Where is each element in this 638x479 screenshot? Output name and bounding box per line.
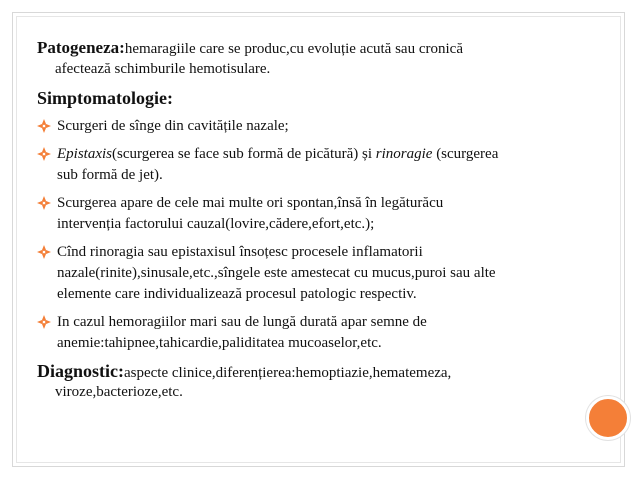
- bullet-2-line-2: sub formă de jet).: [57, 167, 163, 183]
- patogeneza-line-1: [37, 38, 463, 59]
- diamond-flower-icon: [37, 245, 51, 259]
- bullet-5-line-1: In cazul hemoragiilor mari sau de lungă durată apar semne de: [57, 314, 427, 330]
- bullet-5-line-2: anemie:tahipnee,tahicardie,paliditatea mucoaselor,etc.: [57, 335, 382, 351]
- bullet-2-line-1-middle: (scurgerea se face sub formă de picătură) și: [112, 146, 376, 162]
- bullet-2-line-1-end: (scurgerea: [432, 146, 499, 162]
- patogeneza-line-2: afectează schimburile hemotisulare.: [55, 61, 271, 77]
- bullet-3-line-2: intervenția factorului cauzal(lovire,cădere,efort,etc.);: [57, 216, 375, 232]
- diamond-flower-icon: [37, 196, 51, 210]
- bullet-4-line-3: elemente care individualizează procesul patologic respectiv.: [57, 286, 417, 302]
- bullet-4-line-2: nazale(rinite),sinusale,etc.,sîngele este amestecat cu mucus,puroi sau alte: [57, 265, 496, 281]
- diamond-flower-icon: [37, 119, 51, 133]
- bullet-1-line-1: Scurgeri de sînge din cavitățile nazale;: [57, 118, 289, 134]
- rinoragie-term: rinoragie: [375, 146, 433, 162]
- diagnostic-line-2: viroze,bacterioze,etc.: [55, 384, 183, 400]
- patogeneza-text: hemaragiile care se produc,cu evoluție acută sau cronică: [124, 41, 463, 57]
- bullet-3-line-1: Scurgerea apare de cele mai multe ori spontan,însă în legăturăcu: [57, 195, 444, 211]
- epistaxis-term: Epistaxis: [57, 146, 112, 162]
- diamond-flower-icon: [37, 315, 51, 329]
- diagnostic-text: aspecte clinice,diferențierea:hemoptiazie,hematemeza,: [124, 365, 452, 381]
- bullet-2-line-1: [57, 144, 498, 164]
- bullet-4-line-1: Cînd rinoragia sau epistaxisul însoțesc procesele inflamatorii: [57, 244, 423, 260]
- diagnostic-heading: Diagnostic:: [37, 361, 124, 381]
- simptomatologie-heading: Simptomatologie:: [37, 88, 173, 108]
- patogeneza-heading: Patogeneza:: [37, 38, 125, 57]
- accent-circle-decoration: [586, 396, 630, 440]
- diamond-flower-icon: [37, 147, 51, 161]
